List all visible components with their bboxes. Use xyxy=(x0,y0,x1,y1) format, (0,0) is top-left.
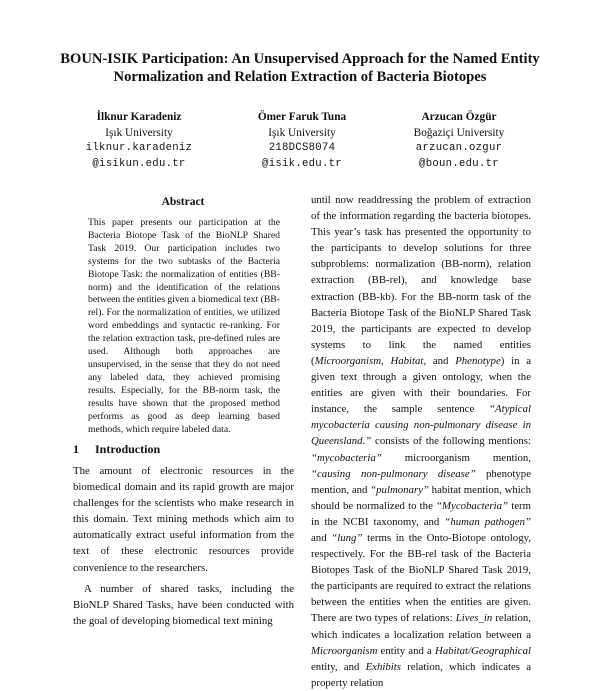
body-text: entity and a xyxy=(377,644,436,657)
body-text: until now readdressing the problem of extraction of the information regarding the bacteria biotopes. This year’s task has presented the opportunity to the participants to develop solutions for three subproblems: normalization (BB-norm), relation extraction (BB-rel), and knowledge base extraction (BB-kb). For the BB-norm task of the Bacteria Biotope Task of the BioNLP Shared Task 2019, the participants are expected to develop systems to link the named entities ( xyxy=(311,194,531,367)
body-paragraph xyxy=(311,192,531,691)
entity-term: Habitat/Geographical xyxy=(435,644,531,657)
author-affiliation: Işık University xyxy=(268,126,336,139)
mention: “human pathogen” xyxy=(444,515,531,528)
entity-term: Habitat xyxy=(390,354,424,367)
section-number: 1 xyxy=(73,442,79,456)
body-text: entity, and xyxy=(311,660,366,673)
body-text: , and xyxy=(423,354,456,367)
body-text: habitat mention, which should be normalized to the xyxy=(311,483,531,512)
author-email-domain: @boun.edu.tr xyxy=(419,157,499,170)
author-block xyxy=(212,110,392,172)
sample-sentence: “Atypical mycobacteria causing non-pulmonary disease in Queensland.” xyxy=(311,403,531,448)
author-email-domain: @isik.edu.tr xyxy=(262,157,342,170)
entity-term: Phenotype xyxy=(455,354,501,367)
author-affiliation: Işık University xyxy=(105,126,173,139)
intro-paragraph: A number of shared tasks, including the BioNLP Shared Tasks, have been conducted with the goal of developing biomedical text mining xyxy=(73,582,294,627)
body-text: relation, which indicates a property relation xyxy=(311,660,531,689)
section-title: Introduction xyxy=(95,442,161,456)
body-text: consists of the following mentions: xyxy=(371,435,531,448)
body-text: and xyxy=(311,531,332,544)
mention: “Mycobacteria” xyxy=(436,499,509,512)
author-block xyxy=(49,110,229,172)
entity-term: Microorganism xyxy=(314,354,381,367)
author-block xyxy=(369,110,549,172)
mention: “causing non-pulmonary disease” xyxy=(311,467,476,480)
author-affiliation: Boğaziçi University xyxy=(413,126,505,139)
intro-column xyxy=(73,463,294,629)
right-column xyxy=(311,192,531,691)
mention: “lung” xyxy=(331,531,363,544)
body-text: term in the NCBI taxonomy, and xyxy=(311,499,531,528)
author-email-domain: @isikun.edu.tr xyxy=(92,157,186,170)
relation-name: Lives_in xyxy=(455,612,493,625)
body-text: relation, which indicates a localization relation between a xyxy=(311,612,532,641)
intro-paragraph: The amount of electronic resources in the biomedical domain and its rapid growth are major challenges for the scientists who make research in this domain. Text mining methods which aim to automatically extract useful information from the text of these electronic resources provide convenience to the researchers. xyxy=(73,465,294,574)
body-text: , xyxy=(381,354,391,367)
abstract-heading: Abstract xyxy=(161,196,205,208)
body-text: ) in a given text through a given ontology, when the entities are given with their boundaries. For instance, the sample sentence xyxy=(311,354,532,416)
abstract-text: This paper presents our participation at the Bacteria Biotope Task of the BioNLP Shared Task 2019. Our participation includes two systems for the two subtasks of the Bacteria Biotope Task: the normalization of entities (BB-norm) and the identification of the relations between the entities given a biomedical text (BB-rel). For the normalization of entities, we utilized word embeddings and syntactic re-ranking. For the relation extraction task, pre-defined rules are used. Although both approaches are unsupervised, in the sense that they do not need any labeled data, they achieved promising results. Especially, for the BB-norm task, the results have shown that the proposed method performs as good as deep learning based methods, which require labeled data. xyxy=(88,217,280,435)
author-name: Arzucan Özgür xyxy=(421,111,497,123)
body-text: phenotype mention, and xyxy=(311,467,531,496)
mention: “pulmonary” xyxy=(370,483,429,496)
author-email-user: arzucan.ozgur xyxy=(415,142,503,154)
section-heading xyxy=(73,442,160,457)
author-email-user: ilknur.karadeniz xyxy=(85,142,193,154)
author-name: Ömer Faruk Tuna xyxy=(257,111,347,123)
relation-name: Exhibits xyxy=(365,660,401,673)
author-name: İlknur Karadeniz xyxy=(96,111,182,123)
body-text: terms in the Onto-Biotope ontology, respectively. For the BB-rel task of the Bacteria Biotopes Task of the BioNLP Shared Task 2019, the participants are required to extract the relations between the entities when the entities are given. There are two types of relations: xyxy=(311,531,531,625)
author-email-user: 218DCS8074 xyxy=(268,142,336,154)
entity-term: Microorganism xyxy=(311,644,378,657)
body-text: microorganism mention, xyxy=(381,451,531,464)
paper-title: BOUN-ISIK Participation: An Unsupervised Approach for the Named Entity Normalization and Relation Extraction of Bacteria Biotopes xyxy=(60,51,540,85)
mention: “mycobacteria” xyxy=(311,451,382,464)
